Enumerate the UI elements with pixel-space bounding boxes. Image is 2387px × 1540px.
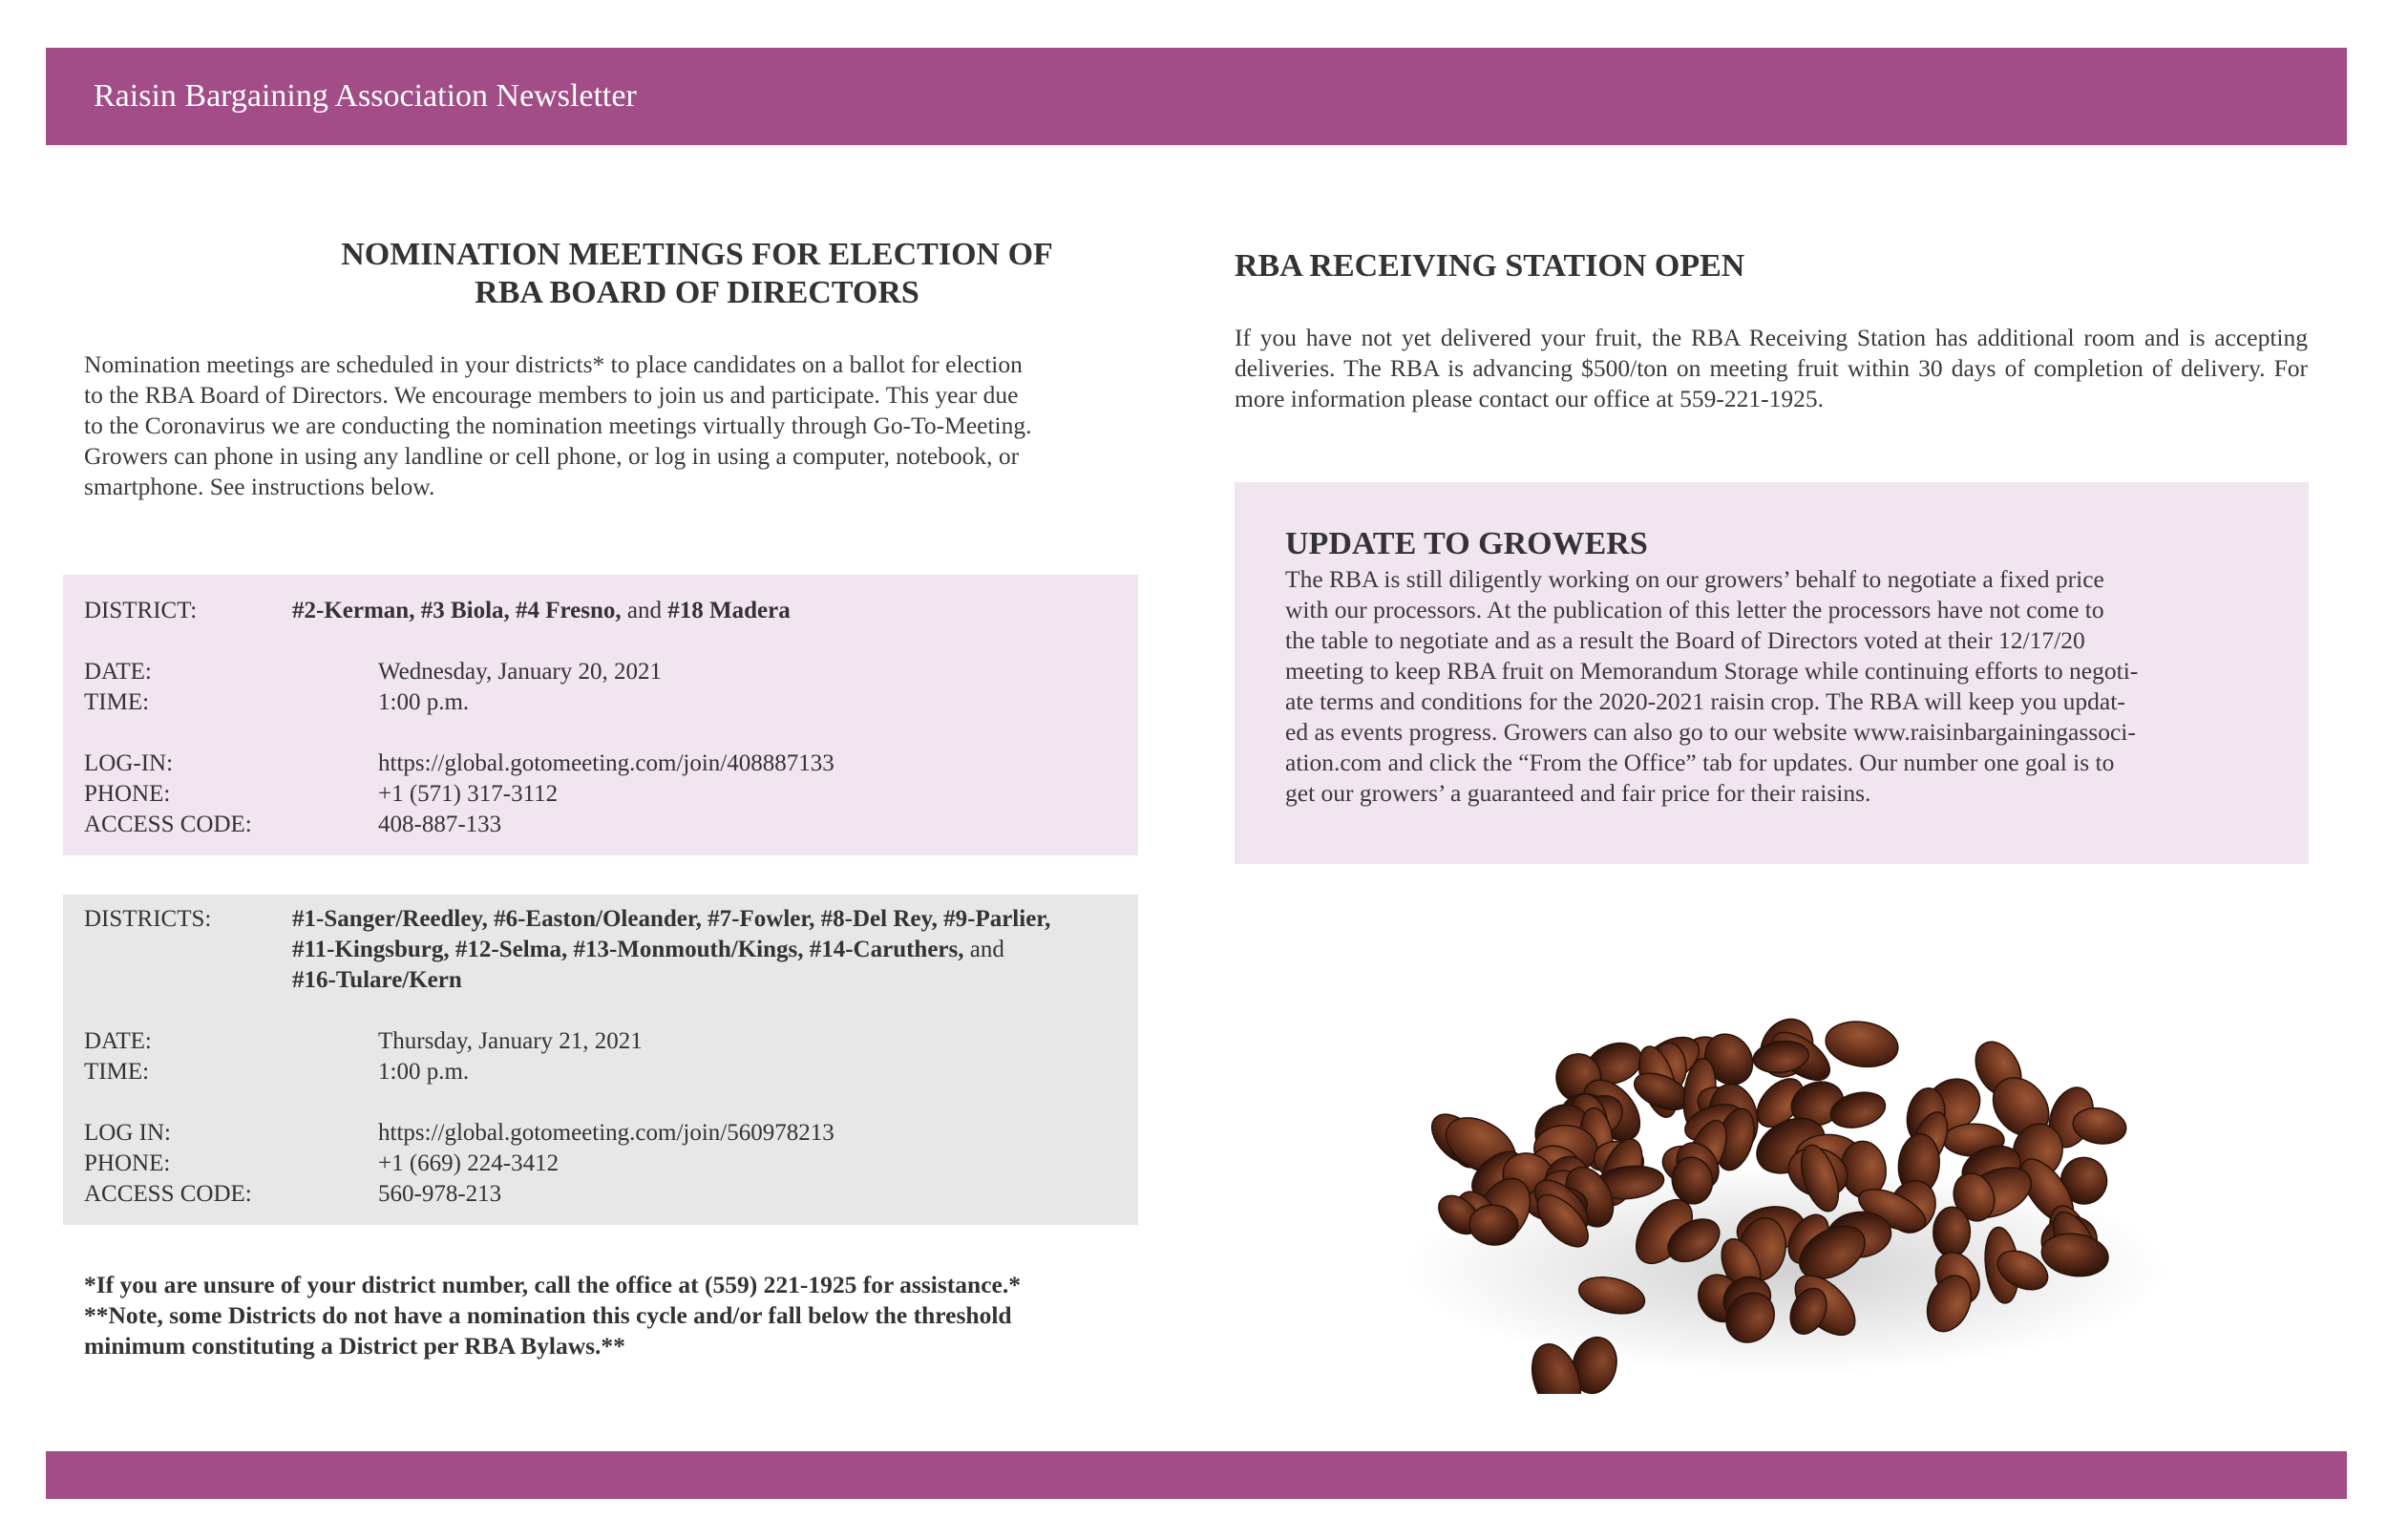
raisin-shape [1933,1207,1971,1257]
nomination-intro [84,349,1153,502]
district-value [292,596,791,626]
access-code-value: 408-887-133 [378,812,502,837]
phone-value: +1 (571) 317-3112 [378,781,559,807]
districts-line-2-names: #11-Kingsburg, #12-Selma, #13-Monmouth/Kings, #14-Caruthers, [292,937,964,962]
district-names: #2-Kerman, #3 Biola, #4 Fresno, [292,598,622,623]
phone-label: PHONE: [84,781,171,807]
date-value: Thursday, January 21, 2021 [378,1028,643,1054]
raisin-pile-image [1375,955,2196,1394]
time-value: 1:00 p.m. [378,689,470,715]
district-notes [84,1270,1172,1361]
nomination-heading-line-1: NOMINATION MEETINGS FOR ELECTION OF [341,237,1053,272]
newsletter-title: Raisin Bargaining Association Newsletter [94,78,637,114]
update-line: The RBA is still diligently working on our growers’ behalf to negotiate a fixed price [1285,565,2104,593]
receiving-station-text: If you have not yet delivered your fruit, the RBA Receiving Station has additional room and is accepting deliveries. The RBA is advancing $500/ton on meeting fruit within 30 days of completion of delivery. For more information please contact our office at 559-221-1925. [1235,324,2308,412]
meeting-box-1 [63,575,1138,855]
update-text [1285,564,2278,809]
login-link[interactable]: https://global.gotomeeting.com/join/560978213 [378,1120,834,1146]
access-code-label: ACCESS CODE: [84,812,252,837]
time-label: TIME: [84,689,150,715]
nomination-heading [181,236,1213,312]
raisin-shape [1823,1017,1902,1072]
note-line: **Note, some Districts do not have a nomination this cycle and/or fall below the threshold [84,1301,1012,1329]
login-label: LOG-IN: [84,750,174,776]
districts-line-1: #1-Sanger/Reedley, #6-Easton/Oleander, #7-Fowler, #8-Del Rey, #9-Parlier, [292,906,1051,932]
time-value: 1:00 p.m. [378,1059,470,1085]
header-band [46,48,2347,145]
login-label: LOG IN: [84,1120,171,1146]
update-line: ed as events progress. Growers can also go to our website www.raisinbargainingassoci- [1285,718,2136,746]
phone-value: +1 (669) 224-3412 [378,1150,560,1176]
update-line: ation.com and click the “From the Office” tab for updates. Our number one goal is to [1285,749,2115,776]
district-last: #18 Madera [667,598,791,623]
update-line: get our growers’ a guaranteed and fair price for their raisins. [1285,779,1871,807]
footer-band [46,1451,2347,1499]
nomination-heading-line-2: RBA BOARD OF DIRECTORS [475,275,919,310]
access-code-label: ACCESS CODE: [84,1181,252,1207]
update-box [1235,482,2309,864]
intro-line: to the Coronavirus we are conducting the nomination meetings virtually through Go-To-Meeting. [84,411,1032,439]
meeting-box-2 [63,895,1138,1225]
date-label: DATE: [84,1028,152,1054]
update-line: the table to negotiate and as a result the Board of Directors voted at their 12/17/20 [1285,626,2085,654]
date-value: Wednesday, January 20, 2021 [378,659,662,685]
update-line: meeting to keep RBA fruit on Memorandum Storage while continuing efforts to negoti- [1285,657,2139,685]
access-code-value: 560-978-213 [378,1181,502,1207]
update-heading: UPDATE TO GROWERS [1285,526,1648,561]
intro-line: Nomination meetings are scheduled in your districts* to place candidates on a ballot for election [84,350,1023,378]
time-label: TIME: [84,1059,150,1085]
intro-line: to the RBA Board of Directors. We encourage members to join us and participate. This year due [84,381,1019,409]
district-and: and [621,598,668,623]
update-line: with our processors. At the publication of this letter the processors have not come to [1285,596,2104,623]
intro-line: smartphone. See instructions below. [84,473,435,500]
districts-line-2 [292,935,1004,965]
districts-label: DISTRICTS: [84,906,212,932]
phone-label: PHONE: [84,1150,171,1176]
district-label: DISTRICT: [84,598,198,623]
login-link[interactable]: https://global.gotomeeting.com/join/408887133 [378,750,834,776]
note-line: *If you are unsure of your district number, call the office at (559) 221-1925 for assistance.* [84,1271,1021,1298]
intro-line: Growers can phone in using any landline or cell phone, or log in using a computer, notebook, or [84,442,1020,470]
districts-line-3: #16-Tulare/Kern [292,967,462,993]
note-line: minimum constituting a District per RBA Bylaws.** [84,1332,625,1360]
receiving-station-heading: RBA RECEIVING STATION OPEN [1235,248,1745,284]
update-line: ate terms and conditions for the 2020-2021 raisin crop. The RBA will keep you updat- [1285,687,2125,715]
date-label: DATE: [84,659,152,685]
districts-and: and [963,937,1004,962]
